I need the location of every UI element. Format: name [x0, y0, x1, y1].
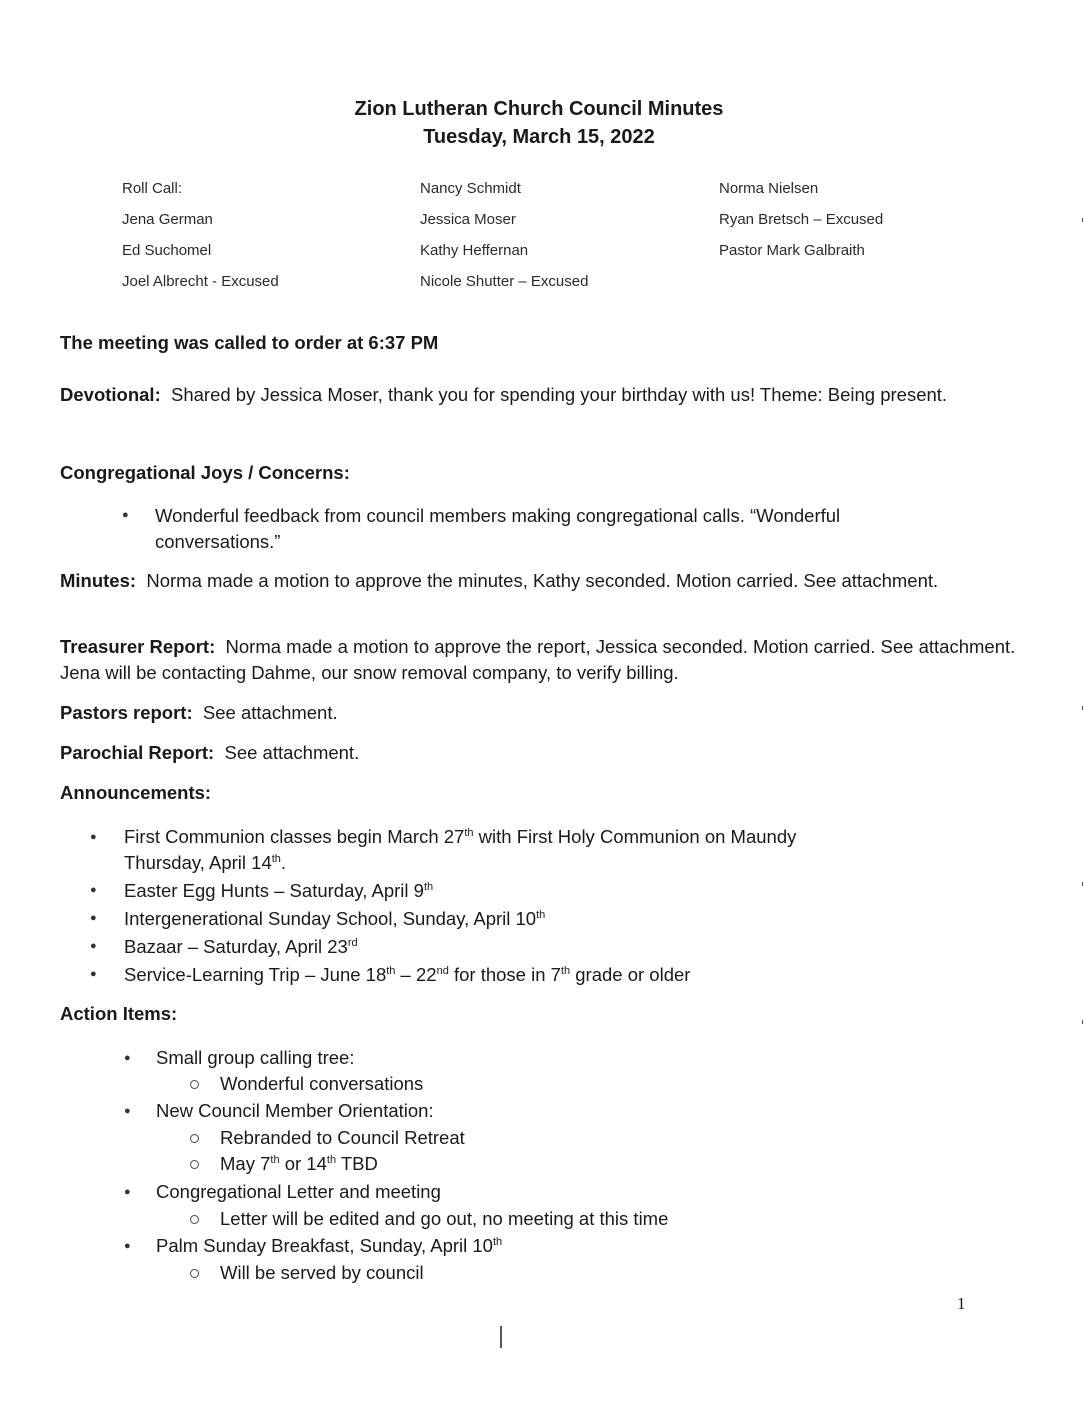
- bullet-icon: ●: [124, 1186, 131, 1198]
- announcement-item-continued: [124, 850, 286, 876]
- ordinal-suffix: th: [560, 964, 571, 977]
- devotional-label: Devotional:: [60, 384, 161, 405]
- roll-call-name: Ed Suchomel: [122, 242, 212, 259]
- action-subitem-text: or 14: [279, 1153, 327, 1174]
- treasurer-section: [60, 634, 1020, 686]
- bullet-icon: ●: [90, 968, 97, 980]
- joys-item: Wonderful feedback from council members making congregational calls. “Wonderful conversations.”: [155, 505, 841, 552]
- action-subitem: Letter will be edited and go out, no meeting at this time: [220, 1208, 669, 1229]
- roll-call-name: Norma Nielsen: [719, 180, 819, 197]
- action-item: New Council Member Orientation:: [156, 1100, 434, 1121]
- sub-bullet-icon: [190, 1134, 199, 1143]
- announcement-item: [124, 906, 545, 932]
- announcement-item: [124, 934, 358, 960]
- announcements-heading: Announcements:: [60, 782, 212, 803]
- announcement-text: for those in 7: [448, 964, 561, 985]
- pastors-label: Pastors report:: [60, 702, 193, 723]
- action-item: Small group calling tree:: [156, 1047, 355, 1068]
- announcement-text: grade or older: [570, 964, 691, 985]
- pastors-text: See attachment.: [202, 702, 338, 723]
- page-number: 1: [957, 1294, 966, 1313]
- ordinal-suffix: th: [464, 826, 474, 839]
- sub-bullet-icon: [190, 1160, 199, 1169]
- announcement-text: Thursday, April 14: [124, 852, 272, 873]
- pastors-section: [60, 700, 1020, 726]
- ordinal-suffix: nd: [436, 964, 449, 977]
- action-subitem-text: TBD: [336, 1153, 378, 1174]
- action-subitem-text: May 7: [220, 1153, 271, 1174]
- treasurer-text: Norma made a motion to approve the report, Jessica seconded. Motion carried. See attachment. Jena will be contacting Dahme, our snow removal company, to verify billing.: [60, 636, 1016, 683]
- roll-call-name: Jessica Moser: [420, 211, 516, 228]
- bullet-icon: ●: [90, 940, 97, 952]
- ordinal-suffix: th: [386, 964, 396, 977]
- bullet-icon: ●: [124, 1052, 131, 1064]
- scan-mark: [1082, 882, 1083, 886]
- devotional-text: Shared by Jessica Moser, thank you for spending your birthday with us! Theme: Being present.: [171, 384, 948, 405]
- ordinal-suffix: rd: [347, 936, 358, 949]
- scan-mark: [1082, 1020, 1083, 1024]
- announcement-text: Bazaar – Saturday, April 23: [124, 936, 348, 957]
- roll-call-label: Roll Call:: [122, 180, 183, 197]
- ordinal-suffix: th: [270, 1153, 280, 1166]
- action-subitem: Will be served by council: [220, 1262, 424, 1283]
- action-subitem: [220, 1151, 378, 1177]
- bullet-icon: ●: [90, 912, 97, 924]
- minutes-label: Minutes:: [60, 570, 137, 591]
- minutes-text: Norma made a motion to approve the minutes, Kathy seconded. Motion carried. See attachment.: [146, 570, 939, 591]
- parochial-section: [60, 740, 1020, 766]
- bullet-icon: ●: [122, 509, 129, 521]
- action-subitem: Rebranded to Council Retreat: [220, 1127, 465, 1148]
- announcement-text: Easter Egg Hunts – Saturday, April 9: [124, 880, 424, 901]
- announcement-text: with First Holy Communion on Maundy: [473, 826, 797, 847]
- action-item: Congregational Letter and meeting: [156, 1181, 441, 1202]
- roll-call-name: Nicole Shutter – Excused: [420, 273, 589, 290]
- sub-bullet-icon: [190, 1080, 199, 1089]
- scan-mark: [1082, 706, 1083, 710]
- bullet-icon: ●: [124, 1240, 131, 1252]
- ordinal-suffix: th: [536, 908, 546, 921]
- ordinal-suffix: th: [492, 1235, 503, 1248]
- joys-heading: Congregational Joys / Concerns:: [60, 462, 350, 483]
- action-subitem: Wonderful conversations: [220, 1073, 424, 1094]
- roll-call-name: Nancy Schmidt: [420, 180, 521, 197]
- call-to-order: The meeting was called to order at 6:37 PM: [60, 332, 439, 353]
- roll-call-name: Kathy Heffernan: [420, 242, 529, 259]
- roll-call-name: Jena German: [122, 211, 213, 228]
- action-items-heading: Action Items:: [60, 1003, 178, 1024]
- minutes-section: [60, 568, 1020, 594]
- bullet-icon: ●: [124, 1105, 131, 1117]
- devotional-section: [60, 382, 1020, 408]
- bullet-icon: ●: [90, 831, 97, 843]
- sub-bullet-icon: [190, 1269, 199, 1278]
- announcement-text: Service-Learning Trip – June 18: [124, 964, 387, 985]
- announcement-text: First Communion classes begin March 27: [124, 826, 465, 847]
- action-item: [156, 1233, 502, 1259]
- parochial-text: See attachment.: [224, 742, 360, 763]
- ordinal-suffix: th: [271, 852, 281, 865]
- roll-call-name: Joel Albrecht - Excused: [122, 273, 279, 290]
- ordinal-suffix: th: [326, 1153, 337, 1166]
- sub-bullet-icon: [190, 1215, 199, 1224]
- roll-call-name: Ryan Bretsch – Excused: [719, 211, 884, 228]
- parochial-label: Parochial Report:: [60, 742, 215, 763]
- document-title: Zion Lutheran Church Council Minutes: [354, 98, 724, 120]
- announcement-text: Intergenerational Sunday School, Sunday, April 10: [124, 908, 537, 929]
- treasurer-label: Treasurer Report:: [60, 636, 216, 657]
- announcement-text: – 22: [395, 964, 437, 985]
- ordinal-suffix: th: [423, 880, 434, 893]
- meeting-date: Tuesday, March 15, 2022: [423, 126, 655, 148]
- announcement-item: [124, 878, 433, 904]
- announcement-item: [124, 824, 796, 850]
- scan-mark: [500, 1326, 502, 1348]
- roll-call-name: Pastor Mark Galbraith: [719, 242, 865, 259]
- bullet-icon: ●: [90, 884, 97, 896]
- scan-mark: [1082, 218, 1083, 222]
- announcement-item: [124, 962, 690, 988]
- announcement-text: .: [280, 852, 287, 873]
- action-item-text: Palm Sunday Breakfast, Sunday, April 10: [156, 1235, 493, 1256]
